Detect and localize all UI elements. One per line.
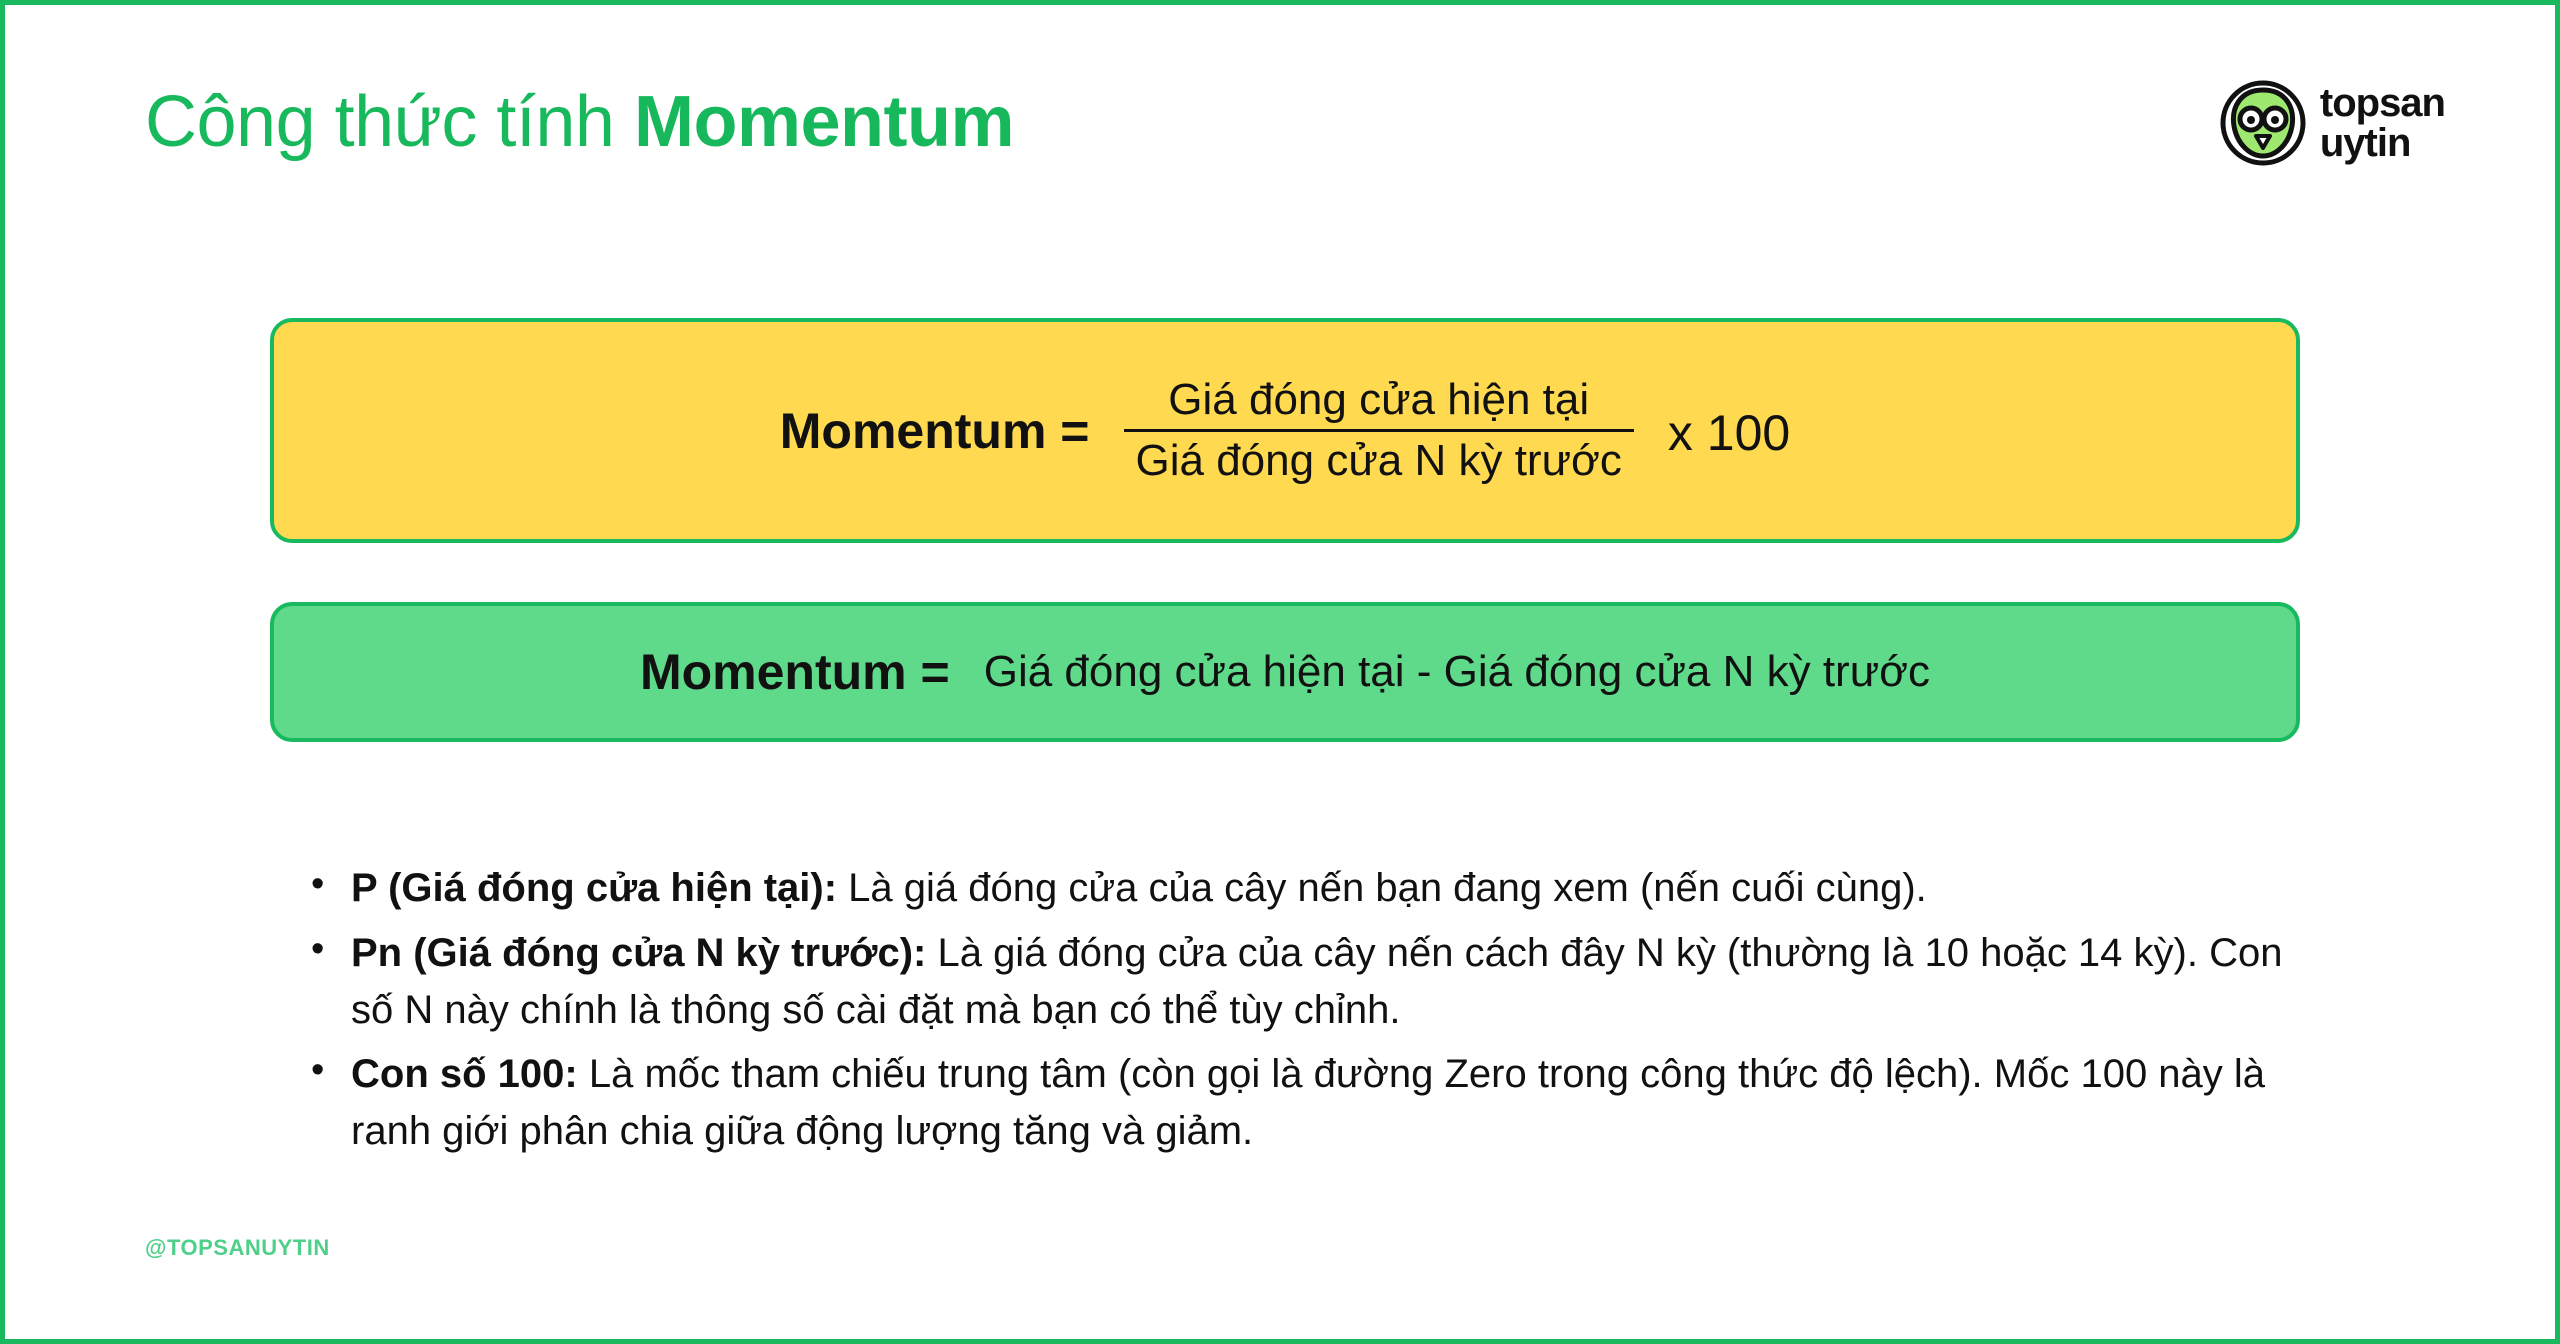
list-item <box>351 860 2330 917</box>
formula-multiplier: x 100 <box>1667 404 1791 461</box>
list-item <box>351 925 2330 1039</box>
list-item-term: Pn (Giá đóng cửa N kỳ trước): <box>351 930 927 975</box>
brand-logo <box>2220 80 2445 166</box>
formula-ratio-box <box>270 318 2300 543</box>
formula-ratio-row <box>780 371 1790 490</box>
formula-diff-box <box>270 602 2300 742</box>
formula-numerator: Giá đóng cửa hiện tại <box>1168 375 1590 424</box>
list-item-term: Con số 100: <box>351 1052 578 1097</box>
parrot-logo-icon <box>2220 80 2306 166</box>
list-item-text: Là mốc tham chiếu trung tâm (còn gọi là đường Zero trong công thức độ lệch). Mốc 100 này là ranh giới phân chia giữa động lượng tăng và giảm. <box>351 1052 2266 1154</box>
brand-logo-text <box>2320 83 2445 163</box>
footer-handle: @TOPSANUYTIN <box>145 1235 330 1260</box>
formula-denominator: Giá đóng cửa N kỳ trước <box>1135 436 1622 485</box>
page-title-light: Công thức tính <box>145 82 634 163</box>
list-item-text: Là giá đóng cửa của cây nến bạn đang xem (nến cuối cùng). <box>837 866 1927 910</box>
brand-logo-line1: topsan <box>2319 81 2445 125</box>
slide-header <box>145 63 2445 183</box>
list-item <box>351 1046 2330 1160</box>
brand-logo-line2: uytin <box>2319 121 2411 165</box>
formula-ratio-label: Momentum = <box>779 402 1090 459</box>
formula-diff-row <box>640 643 1930 701</box>
formula-diff-expression: Giá đóng cửa hiện tại - Giá đóng cửa N kỳ trước <box>983 647 1931 696</box>
page-title <box>145 82 1014 163</box>
list-item-term: P (Giá đóng cửa hiện tại): <box>351 866 838 910</box>
page-title-bold: Momentum <box>633 82 1014 163</box>
formula-fraction <box>1124 371 1634 490</box>
list-item-text: Là giá đóng cửa của cây nến cách đây N kỳ (thường là 10 hoặc 14 kỳ). Con số N này chính là thông số cài đặt mà bạn có thể tùy chỉnh. <box>351 930 2283 1032</box>
explanation-list <box>305 860 2330 1168</box>
formula-diff-label: Momentum = <box>639 644 950 700</box>
